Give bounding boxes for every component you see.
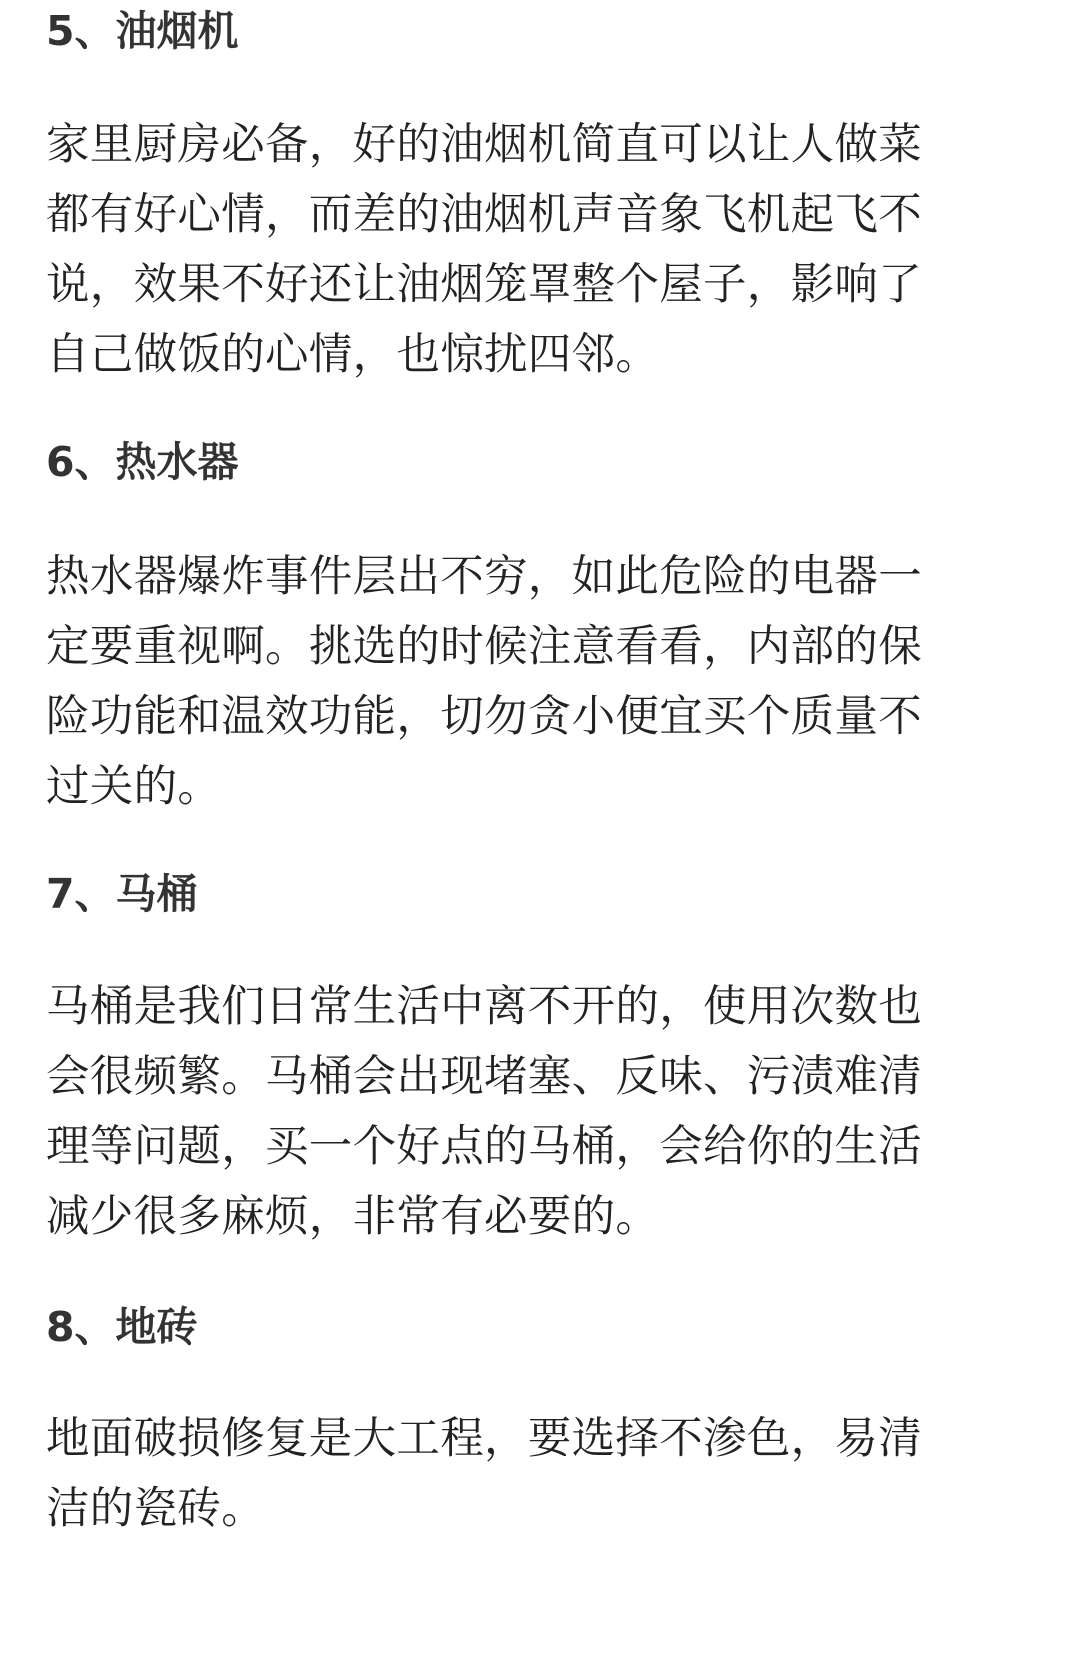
paragraph-line: 会很频繁。马桶会出现堵塞、反味、污渍难清: [46, 1052, 922, 1102]
paragraph-line: 险功能和温效功能，切勿贪小便宜买个质量不: [46, 692, 922, 742]
paragraph-line: 马桶是我们日常生活中离不开的，使用次数也: [46, 982, 922, 1032]
paragraph-floor-tiles: [46, 1404, 1036, 1544]
paragraph-line: 理等问题，买一个好点的马桶，会给你的生活: [46, 1122, 922, 1172]
paragraph-line: 都有好心情，而差的油烟机声音象飞机起飞不: [46, 190, 922, 240]
paragraph-line: 说，效果不好还让油烟笼罩整个屋子，影响了: [46, 260, 922, 310]
section-heading-floor-tiles: 8、地砖: [46, 1303, 198, 1351]
section-heading-toilet: 7、马桶: [46, 870, 198, 918]
paragraph-line: 自己做饭的心情，也惊扰四邻。: [46, 330, 660, 380]
paragraph-water-heater: [46, 542, 1036, 822]
paragraph-line: 家里厨房必备，好的油烟机简直可以让人做菜: [46, 120, 922, 170]
paragraph-range-hood: [46, 110, 1036, 390]
section-heading-range-hood: 5、油烟机: [46, 7, 239, 55]
paragraph-toilet: [46, 972, 1036, 1252]
paragraph-line: 定要重视啊。挑选的时候注意看看，内部的保: [46, 622, 922, 672]
paragraph-line: 过关的。: [46, 762, 222, 812]
paragraph-line: 减少很多麻烦，非常有必要的。: [46, 1192, 660, 1242]
section-heading-water-heater: 6、热水器: [46, 438, 239, 486]
paragraph-line: 洁的瓷砖。: [46, 1484, 265, 1534]
paragraph-line: 热水器爆炸事件层出不穷，如此危险的电器一: [46, 552, 922, 602]
paragraph-line: 地面破损修复是大工程，要选择不渗色，易清: [46, 1414, 922, 1464]
